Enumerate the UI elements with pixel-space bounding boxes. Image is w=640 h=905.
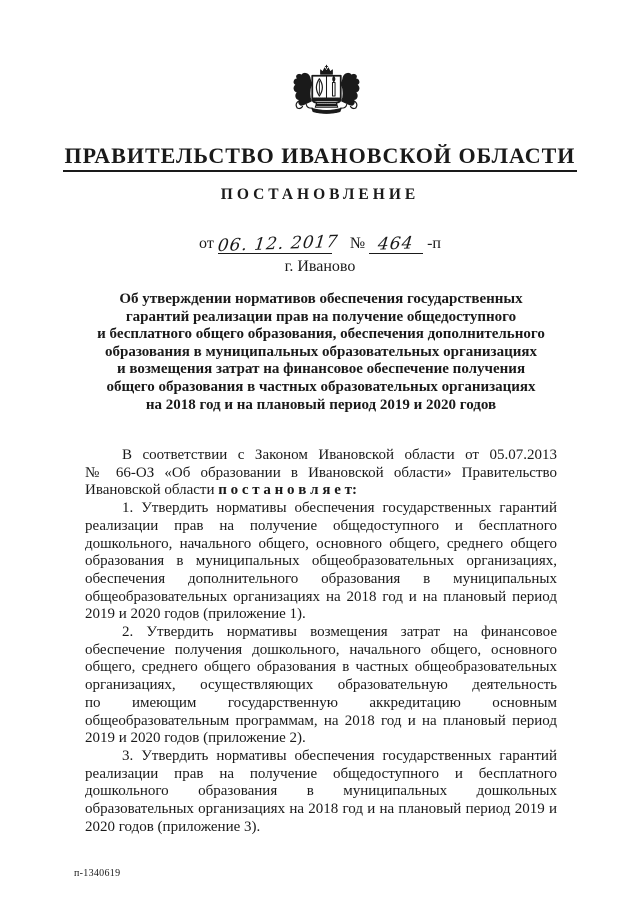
coat-of-arms-icon [289,63,364,135]
body-line: 2019 и 2020 годов (приложение 1). [85,606,306,623]
resolves-keyword: п о с т а н о в л я е т: [214,482,357,499]
body-line: реализации прав на получение общедоступного и бесплатного [85,765,557,782]
handwritten-date: 06. 12. 2017 [216,231,340,257]
decree-title-line: Об утверждении нормативов обеспечения государственных [119,291,523,307]
number-field [369,233,423,254]
body-line: 3. Утвердить нормативы обеспечения государственных гарантий [122,747,557,764]
date-number-row [0,231,640,257]
decree-title [85,291,557,414]
decree-body [85,447,557,836]
document-type-heading: ПОСТАНОВЛЕНИЕ [220,186,420,203]
decree-title-line: гарантий реализации прав на получение общедоступного [125,308,517,325]
body-line: 2020 годов (приложение 3). [85,818,261,835]
body-line: общеобразовательным программам, на 2018 год и на плановый период [85,712,557,729]
body-line [85,482,557,500]
decree-title-line: и возмещения затрат на финансовое обеспечение получения [116,361,526,378]
decree-title-line: и бесплатного общего образования, обеспечения дополнительного [97,326,545,343]
body-line: № 66-ОЗ «Об образовании в Ивановской области» Правительство [85,464,557,481]
decree-title-line: на 2018 год и на плановый период 2019 и 2020 годов [145,396,497,413]
body-line: общеобразовательных организациях на 2018 год и на плановый период [85,588,557,605]
emblem [289,63,364,135]
body-line: 1. Утвердить нормативы обеспечения государственных гарантий [122,500,557,517]
body-line: дошкольного, начального общего, основного общего, среднего общего [85,535,557,552]
city-line: г. Иваново [284,258,356,275]
date-field [216,231,340,257]
body-line: образования в муниципальных общеобразовательных организациях, [85,553,557,570]
body-line: обеспечения дополнительного образования в муниципальных [85,570,557,587]
body-line: 2. Утвердить нормативы возмещения затрат на финансовое [122,624,557,641]
date-label: от [199,235,214,252]
number-label: № [349,235,366,252]
body-line: дошкольного образования в муниципальных дошкольных [85,783,557,800]
body-line: обеспечение получения дошкольного, начального общего, основного [85,641,557,658]
decree-title-line: образования в муниципальных образовательных организациях [105,343,537,360]
body-line-text: Ивановской области [85,482,215,499]
body-line: образовательных организациях на 2018 год и на плановый период 2019 и [85,801,557,818]
body-line: реализации прав на получение общедоступного и бесплатного [85,517,557,534]
body-line: организациях, осуществляющих образовательную деятельность [85,677,557,694]
body-line: В соответствии с Законом Ивановской области от 05.07.2013 [122,447,557,463]
body-line: общего, среднего общего образования в частных общеобразовательных [85,659,557,676]
doc-code: п-1340619 [74,868,121,879]
number-suffix: -п [427,235,441,252]
authority-title-text: ПРАВИТЕЛЬСТВО ИВАНОВСКОЙ ОБЛАСТИ [63,143,578,172]
handwritten-number: 464 [377,233,415,255]
authority-title [0,143,640,172]
body-line: 2019 и 2020 годов (приложение 2). [85,730,306,747]
body-line: по имеющим государственную аккредитацию основным [85,694,557,711]
decree-title-line: общего образования в частных образовательных организациях [106,378,536,395]
